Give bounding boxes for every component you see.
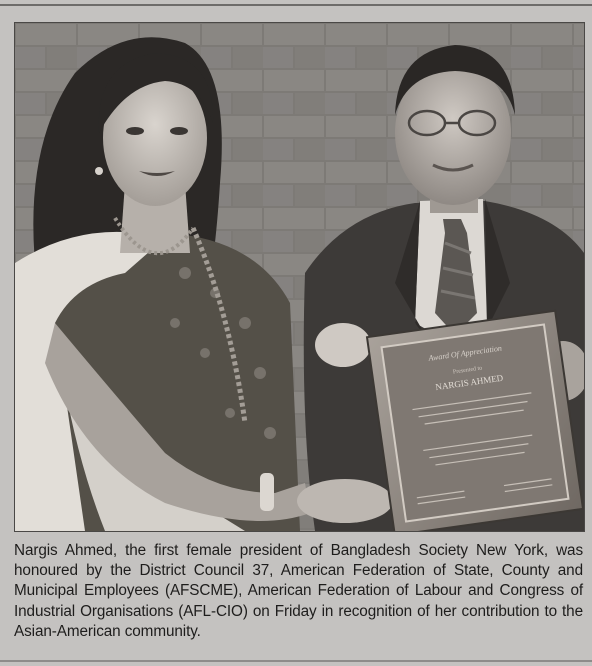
plaque-presented-to: Presented to: [452, 365, 483, 376]
news-photo: [14, 22, 585, 532]
top-divider: [0, 4, 592, 6]
photo-caption: Nargis Ahmed, the first female president of Bangladesh Society New York, was honoured by the District Council 37, American Federation of State, County and Municipal Employees (AFSCME), American Federation of Labour and Congress of Industrial Organisations (AFL-CIO) on Friday in recognition of her contribution to the Asian-American community.: [14, 542, 583, 640]
plaque-heading: Award Of Appreciation: [427, 343, 503, 363]
award-plaque: [367, 311, 583, 531]
plaque-recipient: NARGIS AHMED: [434, 372, 504, 393]
bottom-divider: [0, 660, 592, 662]
